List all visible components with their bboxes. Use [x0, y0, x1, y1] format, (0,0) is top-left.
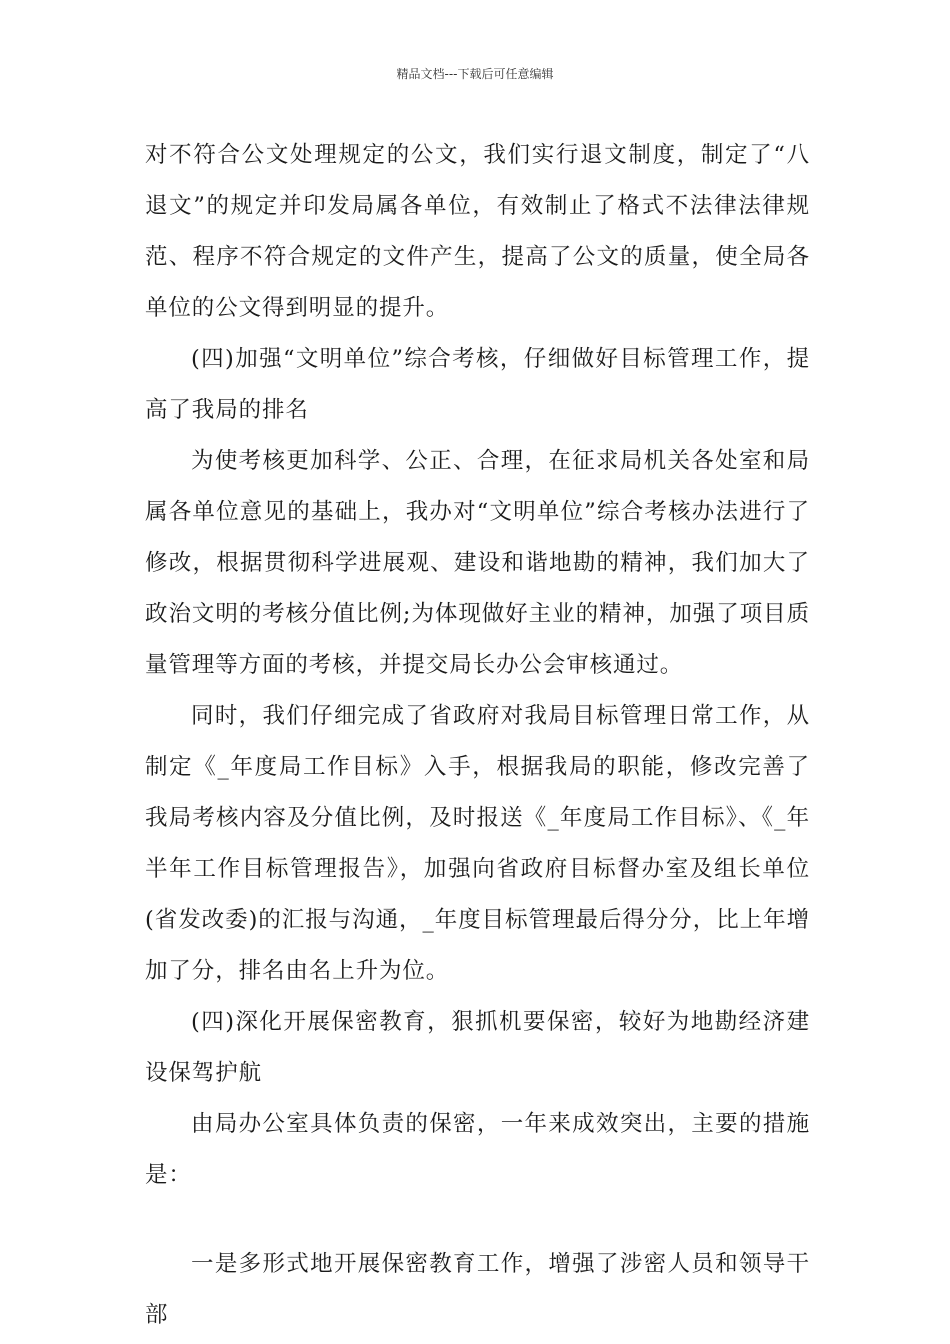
section-heading-4b: (四)深化开展保密教育，狠抓机要保密，较好为地勘经济建设保驾护航 — [145, 1009, 810, 1086]
section-heading-4a: (四)加强“文明单位”综合考核，仔细做好目标管理工作，提高了我局的排名 — [145, 346, 810, 423]
paragraph-assessment: 为使考核更加科学、公正、合理，在征求局机关各处室和局属各单位意见的基础上，我办对“文明单位”综合考核办法进行了修改，根据贯彻科学进展观、建设和谐地勘的精神，我们加大了政治文明的考核分值比例;为体现做好主业的精神，加强了项目质量管理等方面的考核，并提交局长办公会审核通过。 — [145, 448, 810, 678]
paragraph-measure-1: 一是多形式地开展保密教育工作，增强了涉密人员和领导干部 — [145, 1251, 810, 1328]
paragraph-secrecy-intro: 由局办公室具体负责的保密，一年来成效突出，主要的措施是： — [145, 1111, 810, 1188]
paragraph-1: 对不符合公文处理规定的公文，我们实行退文制度，制定了“八退文”的规定并印发局属各单位，有效制止了格式不法律法律规范、程序不符合规定的文件产生，提高了公文的质量，使全局各单位的公文得到明显的提升。 — [145, 142, 810, 321]
document-body — [145, 130, 810, 1341]
paragraph-gap — [145, 1201, 810, 1239]
page-header: 精品文档---下载后可任意编辑 — [396, 67, 554, 81]
paragraph-target-management: 同时，我们仔细完成了省政府对我局目标管理日常工作，从制定《_年度局工作目标》入手，根据我局的职能，修改完善了我局考核内容及分值比例，及时报送《_年度局工作目标》、《_年半年工作目标管理报告》，加强向省政府目标督办室及组长单位(省发改委)的汇报与沟通，_年度目标管理最后得分分，比上年增加了分，排名由名上升为位。 — [145, 703, 810, 984]
